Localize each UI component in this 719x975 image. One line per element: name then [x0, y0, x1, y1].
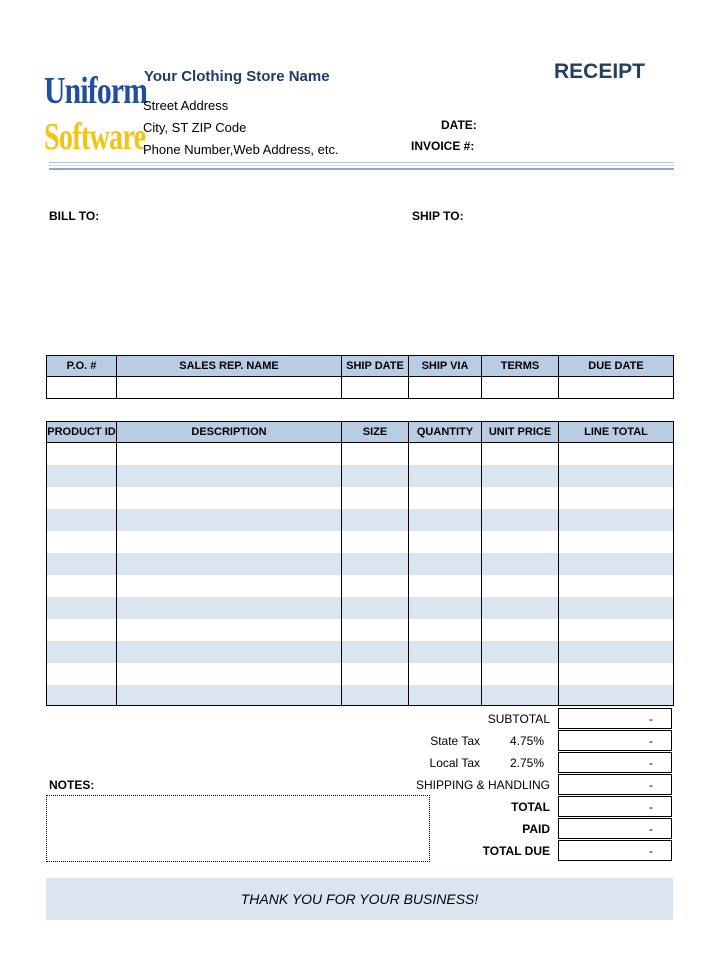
table-row[interactable] — [47, 619, 674, 641]
local-tax-rate[interactable]: 2.75% — [509, 756, 544, 770]
po-number-header: P.O. # — [47, 356, 117, 377]
terms-cell[interactable] — [482, 377, 559, 399]
line-total-header: LINE TOTAL — [559, 422, 674, 443]
ship-date-cell[interactable] — [342, 377, 409, 399]
product-id-header: PRODUCT ID — [47, 422, 117, 443]
po-number-cell[interactable] — [47, 377, 117, 399]
shipping-value[interactable]: - — [558, 774, 672, 795]
table-row[interactable] — [47, 509, 674, 531]
table-row[interactable] — [47, 663, 674, 685]
table-row[interactable] — [47, 575, 674, 597]
paid-value[interactable]: - — [558, 818, 672, 839]
header-rule-1 — [49, 162, 674, 163]
logo-software-text: Software — [44, 116, 146, 158]
table-row[interactable] — [47, 531, 674, 553]
thank-you-banner: THANK YOU FOR YOUR BUSINESS! — [46, 878, 673, 920]
document-title: RECEIPT — [554, 60, 646, 83]
store-name: Your Clothing Store Name — [144, 68, 330, 85]
date-label: DATE: — [441, 118, 477, 132]
subtotal-value: - — [558, 708, 672, 729]
shipping-label: SHIPPING & HANDLING — [415, 778, 550, 792]
description-header: DESCRIPTION — [117, 422, 342, 443]
sales-rep-header: SALES REP. NAME — [117, 356, 342, 377]
table-row[interactable] — [47, 465, 674, 487]
table-row[interactable] — [47, 641, 674, 663]
order-info-table — [46, 355, 674, 399]
state-tax-rate[interactable]: 4.75% — [509, 734, 544, 748]
table-row[interactable] — [47, 685, 674, 706]
due-date-cell[interactable] — [559, 377, 674, 399]
line-items-table — [46, 421, 674, 706]
header-rule-2 — [49, 165, 674, 166]
store-city: City, ST ZIP Code — [143, 120, 247, 135]
sales-rep-cell[interactable] — [117, 377, 342, 399]
notes-field[interactable] — [46, 795, 430, 862]
terms-header: TERMS — [482, 356, 559, 377]
invoice-number-label: INVOICE #: — [411, 139, 475, 153]
table-row[interactable] — [47, 553, 674, 575]
ship-to-label: SHIP TO: — [412, 209, 464, 223]
due-date-header: DUE DATE — [559, 356, 674, 377]
quantity-header: QUANTITY — [409, 422, 482, 443]
store-street: Street Address — [143, 98, 229, 113]
ship-date-header: SHIP DATE — [342, 356, 409, 377]
total-label: TOTAL — [511, 800, 550, 814]
store-contact: Phone Number,Web Address, etc. — [143, 142, 339, 157]
table-row[interactable] — [47, 597, 674, 619]
table-row[interactable] — [47, 443, 674, 465]
state-tax-value: - — [558, 730, 672, 751]
total-value: - — [558, 796, 672, 817]
ship-via-header: SHIP VIA — [409, 356, 482, 377]
total-due-label: TOTAL DUE — [482, 844, 550, 858]
unit-price-header: UNIT PRICE — [482, 422, 559, 443]
bill-to-label: BILL TO: — [49, 209, 100, 223]
total-due-value: - — [558, 840, 672, 861]
table-row[interactable] — [47, 487, 674, 509]
notes-label: NOTES: — [49, 778, 95, 792]
local-tax-value: - — [558, 752, 672, 773]
logo-uniform-text: Uniform — [44, 70, 148, 112]
ship-via-cell[interactable] — [409, 377, 482, 399]
header-rule-3 — [49, 168, 674, 170]
local-tax-label: Local Tax — [429, 756, 480, 770]
paid-label: PAID — [522, 822, 550, 836]
state-tax-label: State Tax — [430, 734, 480, 748]
size-header: SIZE — [342, 422, 409, 443]
subtotal-label: SUBTOTAL — [487, 712, 550, 726]
